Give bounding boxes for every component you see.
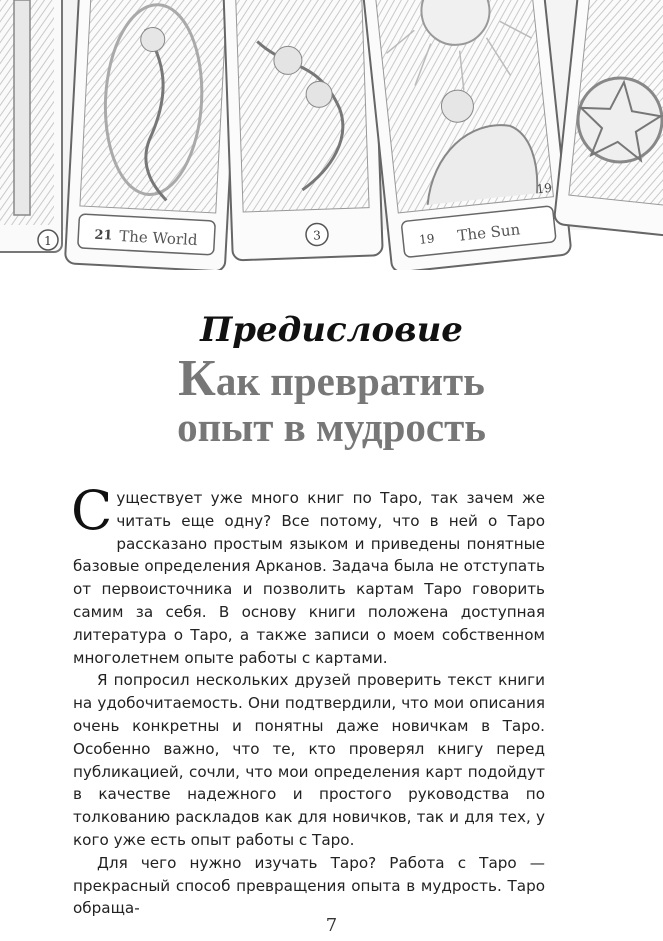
card-the-world-caption: The World	[118, 227, 198, 250]
chapter-title-cap: К	[178, 350, 216, 407]
preface-label: Предисловие	[200, 310, 463, 350]
drop-cap: С	[71, 479, 113, 542]
card-three	[223, 0, 383, 260]
card-one	[0, 0, 62, 252]
card-the-world	[65, 0, 240, 272]
paragraph-1-text: уществует уже много книг по Таро, так зачем же читать еще одну? Все потому, что в ней о Таро рассказано простым языком и приведены понятные базовые определения Арканов. Задача была не отступать от первоисточника и позволить картам Таро говорить самим за себя. В основу книги положена доступная литература о Таро, а также записи о моем собственном многолетнем опыте работы с картами.	[73, 489, 545, 667]
page-number: 7	[325, 915, 338, 936]
chapter-title	[0, 350, 663, 450]
chapter-title-line-1	[0, 350, 663, 407]
paragraph-3: Для чего нужно изучать Таро? Работа с Таро — прекрасный способ превращения опыта в мудрость. Таро обраща-	[73, 853, 545, 918]
chapter-title-line-1-rest: ак превратить	[215, 358, 485, 404]
card-the-sun-caption: The Sun	[456, 220, 522, 245]
card-the-sun-numeral-right: 19	[535, 180, 553, 197]
tarot-cards-graphic	[0, 0, 663, 290]
card-the-sun	[362, 0, 571, 273]
chapter-title-line-2: опыт в мудрость	[177, 404, 486, 450]
paragraph-2: Я попросил нескольких друзей проверить текст книги на удобочитаемость. Они подтвердили, что мои описания очень конкретны и понятны даже новичкам в Таро. Особенно важно, что те, кто проверял книгу перед публикацией, сочли, что мои определения карт подойдут в качестве надежного и простого руководства по толкованию раскладов как для новичков, так и для тех, у кого уже есть опыт работы с Таро.	[73, 671, 545, 849]
card-the-sun-numeral-left: 19	[418, 231, 436, 247]
body-text	[71, 479, 545, 920]
paragraph-1	[71, 479, 545, 669]
tarot-cards-illustration	[0, 0, 663, 290]
card-three-numeral: 3	[312, 228, 322, 243]
card-one-numeral: 1	[44, 234, 52, 248]
card-the-world-numeral: 21	[94, 227, 113, 244]
